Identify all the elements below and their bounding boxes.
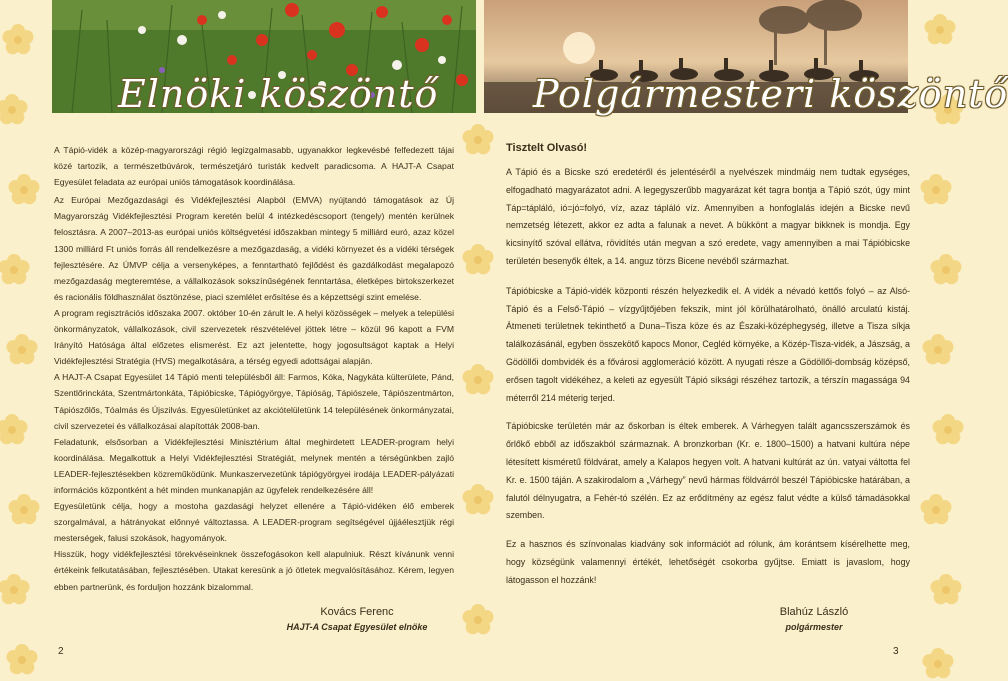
right-paragraph-4: Ez a hasznos és színvonalas kiadvány sok információt ad rólunk, ám korántsem kísérelhette meg, hogy községünk valamennyi értékét, lehetőségét csokorba gyűjtse. Emiatt is javaslom, hogy látogasson el hozzánk! xyxy=(506,539,910,585)
left-paragraph-2: Az Európai Mezőgazdasági és Vidékfejlesztési Alapból (EMVA) nyújtandó támogatások az Új Magyarország Vidékfejlesztési Program keretén belül 4 intézkedéscsoport (tengely) mentén kerülnek felosztásra. A 2007–2013-as európai uniós költségvetési időszakban mintegy 5 milliárd euró, azaz közel 1300 milliárd Ft uniós forrás áll rendelkezésre a mezőgazdaság, a vidéki környezet és a vidéki térségek fejlesztésére. Az ÚMVP célja a versenyképes, a fenntartható fejlődést és gazdálkodást megalapozó mezőgazdaság megteremtése, a vállalkozások sokszínűségének fenntartása, életképes birtokszerkezet és racionális földhasználat ösztönzése, piaci szemlélet erősítése és a képzettségi szint emelése. xyxy=(54,195,454,302)
page-number-left: 2 xyxy=(58,646,64,657)
page-left xyxy=(0,0,480,681)
right-body-text xyxy=(506,164,910,601)
page-title-right: Polgármesteri köszöntő xyxy=(533,72,1008,116)
signature-role: polgármester xyxy=(785,622,843,632)
signature-right xyxy=(714,606,914,632)
right-paragraph-3: Tápióbicske területén már az őskorban is éltek emberek. A Várhegyen talált agancsszerszámok és őrlőkő ebből az időszakból származnak. A bronzkorban (Kr. e. 1800–1500) a hatvani kultúra népe létesített kisméretű földvárat, amely a Kalapos hegyen volt. A hatvani kultúrát az ún. vatyai váltotta fel Kr. e. 1500 táján. A szakirodalom a „Várhegy” nevű hármas földvárról beszél Tápióbicske határában, a falutól délnyugatra, a Fehér-tó szélén. Ez az erődítmény az egész falut védte a külső támadásokkal szemben. xyxy=(506,421,910,521)
left-paragraph-7: Hisszük, hogy vidékfejlesztési törekvéseinknek összefogásokon kell alapulniuk. Részt kívánunk venni értékeink felkutatásában, fejlesztésében. Utakat keresünk a jó ötletek megvalósításához. Kérem, legyen ebben partnerünk, és forduljon hozzánk bizalommal. xyxy=(54,549,454,592)
page-title-left: Elnöki köszöntő xyxy=(118,72,439,116)
left-paragraph-4: A HAJT-A Csapat Egyesület 14 Tápió menti településből áll: Farmos, Kóka, Nagykáta külterülete, Pánd, Szentlőrinckáta, Szentmártonkáta, Tápióbicske, Tápiógyörgye, Tápióság, Tápiószele, Tápiószentmárton, Tápiószőlős, Tóalmás és Újszilvás. Egyesületünket az akciótelületünk 14 településének önkormányzatai, civil szervezetei és vállalkozásai alapították 2008-ban. xyxy=(54,372,454,431)
left-paragraph-1: A Tápió-vidék a közép-magyarországi régió legizgalmasabb, ugyanakkor legkevésbé felfedezett tájai közé tartozik, a természetbúvárok, természetjáró turisták kedvelt paradicsoma. A HAJT-A Csapat Egyesület feladata az európai uniós támogatások koordinálása. xyxy=(54,145,454,188)
left-paragraph-5: Feladatunk, elsősorban a Vidékfejlesztési Minisztérium által meghirdetett LEADER-program helyi koordinálása. Megalkottuk a Helyi Vidékfejlesztési Stratégiát, melynek mentén a térségünkben zajló LEADER-fejlesztésekben közreműködünk. Munkaszervezetünk tápiógyörgyei irodája LEADER-pályázati információs központként a hét minden munkanapján az ügyfelek rendelkezésére áll! xyxy=(54,436,454,495)
left-paragraph-6: Egyesületünk célja, hogy a mostoha gazdasági helyzet ellenére a Tápió-vidéken élő emberek szorgalmával, a hátrányokat előnnyé változtassa. A LEADER-program segítségével újjáélesztjük régi mesterségek, falusi szokások, hagyományok. xyxy=(54,501,454,544)
greeting: Tisztelt Olvasó! xyxy=(506,142,588,154)
signature-name: Kovács Ferenc xyxy=(320,606,394,618)
signature-role: HAJT-A Csapat Egyesület elnöke xyxy=(286,622,428,632)
page-number-right: 3 xyxy=(893,646,899,657)
signature-name: Blahúz László xyxy=(779,606,849,618)
right-paragraph-1: A Tápió és a Bicske szó eredetéről és jelentéséről a nyelvészek mindmáig nem tudtak egységes, elfogadható magyarázatot adni. A legegyszerűbb magyarázat két tagra bontja a Tápió szót, úgy mint Táp=tápláló, ió=jó=folyó, víz, azaz tápláló víz. Amennyiben a honfoglalás idején a Bicske nevű nemzetség létezett, akkor ez adta a falunak a nevet. A bükkönt a magyar bikknek is mondja. Egy kicsinyítő szóval ellátva, rövidítés után megvan a szó eredete, vagy amennyiben a mai Tápióbicske területén besenyők éltek, a 14. anguz törzs Bicene nevéből származhat. xyxy=(506,167,910,266)
right-paragraph-2: Tápióbicske a Tápió-vidék központi részén helyezkedik el. A vidék a névadó kettős folyó – az Alsó-Tápió és a Felső-Tápió – vízgyűjtőjében fekszik, mint jól körülhatárolható, önálló arculatú kistáj. Átmeneti területnek tekinthető a Duna–Tisza köze és az Északi-középhegység, illetve a Tisza síkja találkozásánál, egyben összekötő kapocs Monor, Cegléd környéke, a Közép-Tisza-vidék, a Jászság, a Gödöllői dombvidék és a fővárosi agglomeráció között. A nyugati része a Gödöllői-dombság középső, erősen tagolt vidékéhez, a keleti az egyesült Tápió síksági részéhez tartozik, a térszín magassága 94 méterről 214 méterig terjed. xyxy=(506,285,910,403)
left-paragraph-3: A program regisztrációs időszaka 2007. október 10-én zárult le. A helyi közösségek – melyek a települési önkormányzatok, vállalkozások, civil szervezetek részvételével jöttek létre – közül 96 kapott a FVM Irányító Hatósága által előzetes elismerést. Ez azt jelentette, hogy jogosultságot kaptak a Helyi Vidékfejlesztési Stratégia (HVS) megalkotására, a térség egyedi adottságai alapján. xyxy=(54,307,454,367)
